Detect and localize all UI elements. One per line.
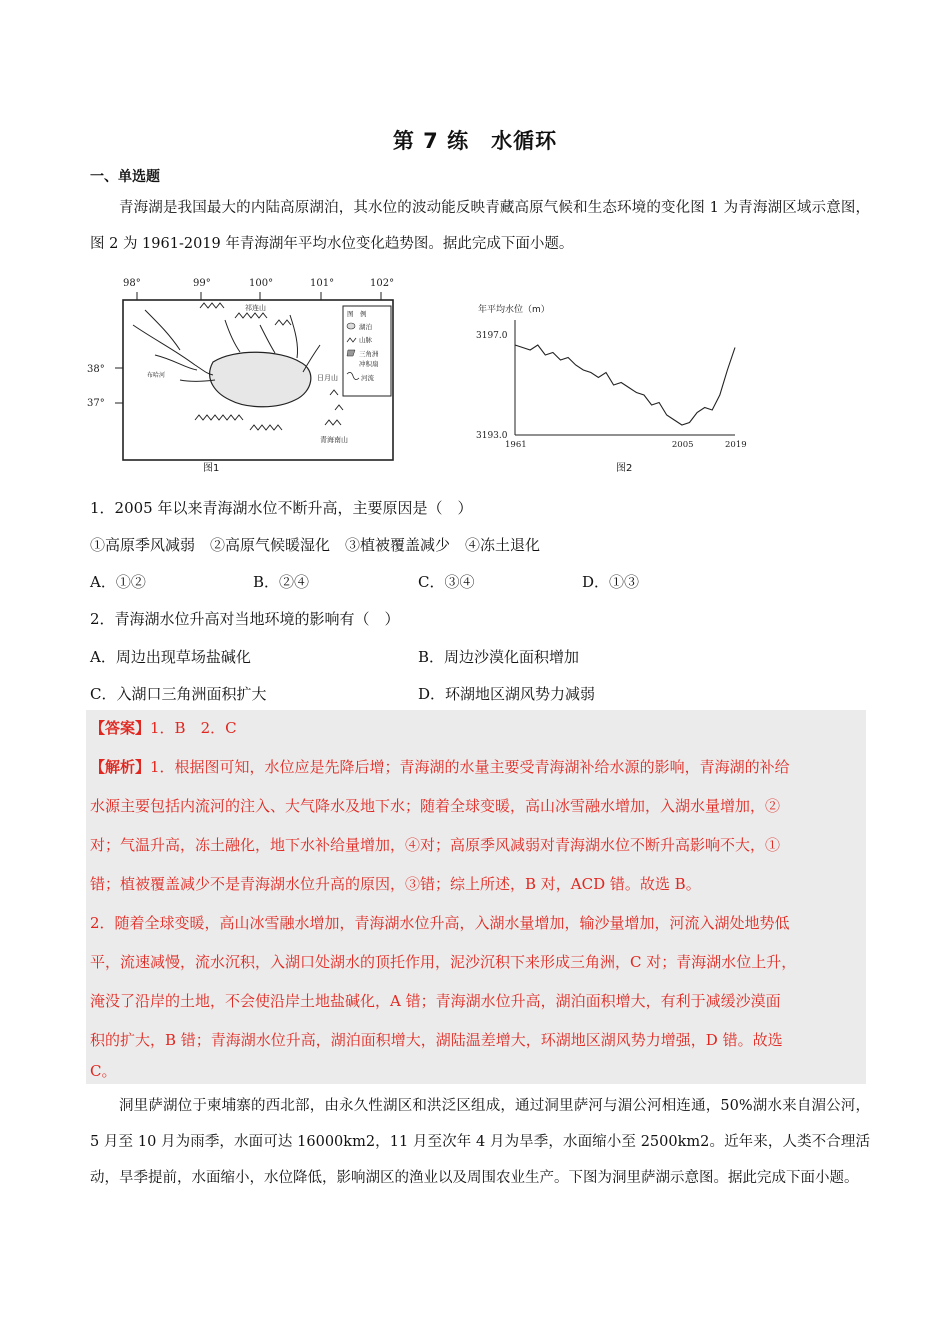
water-level-line <box>515 345 735 425</box>
q1-option-d[interactable]: D．①③ <box>582 573 640 591</box>
figure1-caption: 图1 <box>203 463 220 474</box>
legend-title: 图 例 <box>347 310 367 318</box>
analysis-line-9: C。 <box>90 1062 117 1080</box>
page-title: 第 7 练 水循环 <box>392 129 558 153</box>
analysis-line-3: 对；气温升高，冻土融化，地下水补给量增加，④对；高原季风减弱对青海湖水位不断升高影响不大，① <box>90 836 781 854</box>
q1-stem: 1．2005 年以来青海湖水位不断升高，主要原因是（ ） <box>90 499 473 517</box>
x-tick-label-2005: 2005 <box>671 440 694 450</box>
legend-lake: 湖泊 <box>359 323 372 331</box>
q1-items: ①高原季风减弱 ②高原气候暖湿化 ③植被覆盖减少 ④冻土退化 <box>90 536 541 554</box>
figure2-chart <box>470 290 750 470</box>
lon-label-100: 100° <box>249 278 274 289</box>
y-tick-label-top: 3197.0 <box>476 331 508 341</box>
analysis-line-6: 平，流速减慢，流水沉积，入湖口处湖水的顶托作用，泥沙沉积下来形成三角洲，C 对；青海湖水位上升， <box>90 953 797 971</box>
analysis-label: 【解析】 <box>90 758 151 776</box>
q2-option-c[interactable]: C．入湖口三角洲面积扩大 <box>90 685 267 703</box>
intro-paragraph-2: 洞里萨湖位于柬埔寨的西北部，由永久性湖区和洪泛区组成，通过洞里萨河与湄公河相连通，50%湖水来自湄公河，5 月至 10 月为雨季，水面可达 16000km2，11 月至次年 4 月为旱季，水面缩小至 2500km2。近年来，人类不合理活动，旱季提前，水面缩小，水位降低，影响湖区的渔业以及周围农业生产。下图为洞里萨湖示意图。据此完成下面小题。 <box>90 1098 870 1186</box>
x-tick-label-1961: 1961 <box>505 440 527 450</box>
lon-label-101: 101° <box>310 278 335 289</box>
lon-label-99: 99° <box>193 278 211 289</box>
lon-label-98: 98° <box>123 278 141 289</box>
lon-label-102: 102° <box>370 278 395 289</box>
q2-stem: 2．青海湖水位升高对当地环境的影响有（ ） <box>90 610 400 628</box>
lat-label-37: 37° <box>87 398 105 409</box>
legend-river: 河流 <box>361 374 374 382</box>
q2-option-d[interactable]: D．环湖地区湖风势力减弱 <box>418 685 596 703</box>
qinghai-lake <box>210 352 311 407</box>
analysis-line-4: 错；植被覆盖减少不是青海湖水位升高的原因，③错；综上所述，B 对，ACD 错。故选 B。 <box>90 875 701 893</box>
answer-text: 1．B 2．C <box>150 719 237 737</box>
section-heading: 一、单选题 <box>90 169 160 185</box>
figure2-caption: 图2 <box>616 463 633 474</box>
q1-option-b[interactable]: B．②④ <box>253 573 310 591</box>
legend-fan: 冲积扇 <box>359 360 379 368</box>
intro-paragraph: 青海湖是我国最大的内陆高原湖泊，其水位的波动能反映青藏高原气候和生态环境的变化图 1 为青海湖区域示意图，图 2 为 1961-2019 年青海湖年平均水位变化趋势图。据此完成下面小题。 <box>90 200 870 252</box>
analysis-line-2: 水源主要包括内流河的注入、大气降水及地下水；随着全球变暖，高山冰雪融水增加，入湖水量增加，② <box>90 797 781 815</box>
figure1-map <box>85 270 425 470</box>
q2-option-b[interactable]: B．周边沙漠化面积增加 <box>418 648 580 666</box>
y-axis-label: 年平均水位（m） <box>478 305 550 315</box>
label-qinghai-nanshan: 青海南山 <box>320 436 348 444</box>
analysis-line-5: 2．随着全球变暖，高山冰雪融水增加，青海湖水位升高，入湖水量增加，输沙量增加，河流入湖处地势低 <box>90 914 790 932</box>
analysis-line-1 <box>90 748 866 787</box>
label-buha: 布哈河 <box>147 372 166 379</box>
x-tick-label-2019: 2019 <box>725 440 747 450</box>
q1-option-c[interactable]: C．③④ <box>418 573 475 591</box>
answer-line <box>90 709 866 748</box>
analysis-line-7: 淹没了沿岸的土地，不会使沿岸土地盐碱化，A 错；青海湖水位升高，湖泊面积增大，有利于减缓沙漠面 <box>90 992 781 1010</box>
q2-option-a[interactable]: A．周边出现草场盐碱化 <box>90 648 251 666</box>
lat-label-38: 38° <box>87 364 105 375</box>
legend-delta: 三角洲 <box>359 350 379 358</box>
answer-label: 【答案】 <box>90 719 151 737</box>
label-riyue: 日月山 <box>317 374 338 382</box>
label-qilian: 祁连山 <box>245 304 266 312</box>
legend-mountain: 山脉 <box>359 336 372 344</box>
q1-option-a[interactable]: A．①② <box>90 573 146 591</box>
analysis-line-8: 积的扩大，B 错；青海湖水位升高，湖泊面积增大，湖陆温差增大，环湖地区湖风势力增强，D 错。故选 <box>90 1031 783 1049</box>
analysis-text-1: 1．根据图可知，水位应是先降后增；青海湖的水量主要受青海湖补给水源的影响，青海湖的补给 <box>150 758 790 776</box>
figures <box>85 270 765 490</box>
y-tick-label-bottom: 3193.0 <box>476 431 508 441</box>
